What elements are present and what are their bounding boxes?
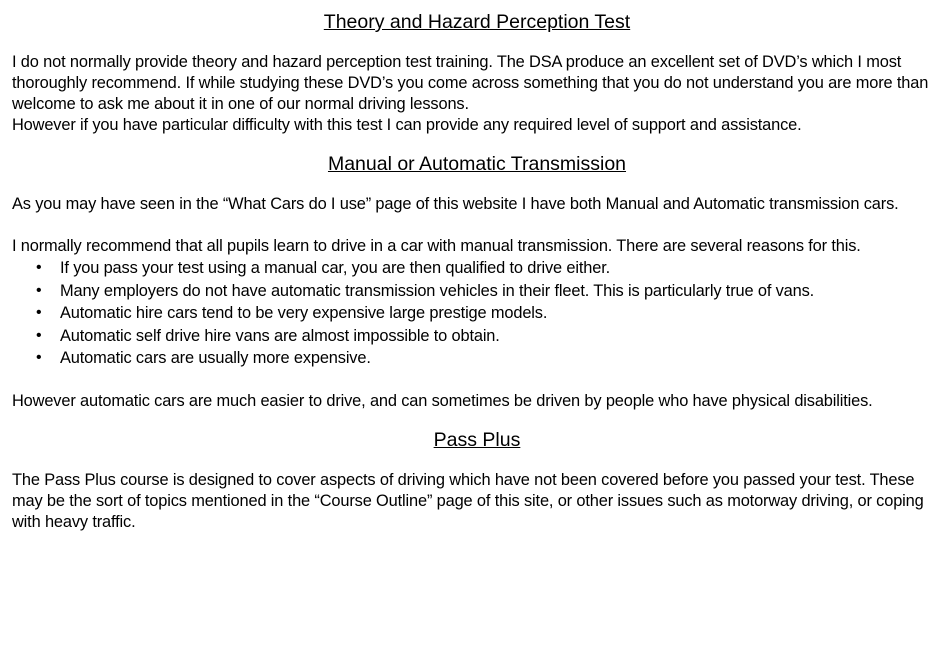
pass-plus-paragraph-1: The Pass Plus course is designed to cover aspects of driving which have not been covered before you passed your test. These may be the sort of topics mentioned in the “Course Outline” page of this site, or other issues such as motorway driving, or coping with heavy traffic. (12, 470, 924, 531)
heading-theory: Theory and Hazard Perception Test (323, 11, 631, 33)
transmission-paragraph-1: As you may have seen in the “What Cars do I use” page of this website I have both Manual and Automatic transmission cars. (12, 195, 899, 213)
list-item: • Automatic hire cars tend to be very expensive large prestige models. (36, 302, 942, 325)
bullet-icon: • (36, 326, 42, 344)
list-item: • Automatic cars are usually more expensive. (36, 347, 942, 370)
theory-paragraph-1: I do not normally provide theory and hazard perception test training. The DSA produce an excellent set of DVD’s which I most thoroughly recommend. If while studying these DVD’s you come across something that you do not understand you are more than welcome to ask me about it in one of our normal driving lessons. (12, 53, 929, 113)
bullet-icon: • (36, 259, 42, 276)
bullet-icon: • (36, 349, 42, 366)
theory-paragraph-2: However if you have particular difficulty with this test I can provide any required level of support and assistance. (12, 116, 802, 134)
heading-pass-plus: Pass Plus (433, 428, 521, 451)
heading-transmission: Manual or Automatic Transmission (327, 153, 627, 175)
list-item: • Many employers do not have automatic transmission vehicles in their fleet. This is particularly true of vans. (36, 280, 942, 303)
bullet-icon: • (36, 281, 42, 299)
transmission-paragraph-3: However automatic cars are much easier to drive, and can sometimes be driven by people who have physical disabilities. (12, 391, 873, 410)
bullet-icon: • (36, 304, 42, 321)
transmission-paragraph-2: I normally recommend that all pupils learn to drive in a car with manual transmission. There are several reasons for this. (12, 237, 861, 255)
reasons-list (12, 257, 942, 370)
list-item: • Automatic self drive hire vans are almost impossible to obtain. (36, 325, 942, 348)
list-item: • If you pass your test using a manual car, you are then qualified to drive either. (36, 257, 942, 280)
